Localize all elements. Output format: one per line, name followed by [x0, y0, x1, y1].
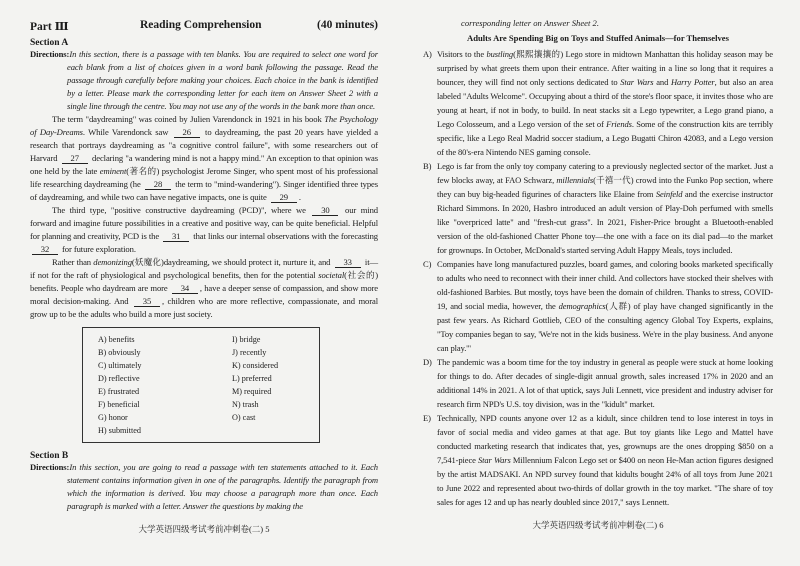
- word-bank-option: A) benefits: [98, 335, 135, 344]
- text-segment: The third type, "positive constructive daydreaming (PCD)", where we: [52, 205, 311, 215]
- paragraph-letter: D): [423, 357, 432, 367]
- word-bank-option: B) obviously: [98, 348, 141, 357]
- lettered-paragraph: [423, 47, 773, 159]
- italic-text: Friends: [606, 119, 632, 129]
- blank-28: 28: [145, 179, 171, 190]
- word-bank-option: O) cast: [232, 413, 256, 422]
- text-segment: .: [298, 192, 301, 202]
- directions-continued: [423, 17, 773, 30]
- directions-text: corresponding letter on Answer Sheet 2.: [461, 18, 599, 28]
- directions-text: In this section, you are going to read a passage with ten statements attached to it. Each statement contains information given in one of the paragraphs. Identify the paragraph from which the information is derived. You may choose a paragraph more than once. Each paragraph is marked with a letter. Answer the questions by making the: [67, 462, 378, 511]
- text-segment: Technically, NPD counts anyone over 12 as a kidult, since children tend to lose interest in toys in favor of social media and video games at that age. But toy giants like Lego and Mattel have conducted marketing research that indicates that, yes, grownups are the ones dropping $850 on a 7,541-piece: [437, 413, 773, 465]
- text-segment: to daydreaming, the past 20 years have yielded a research that portrays daydreaming as "a cognitive control failure", with some researchers out of Harvard: [30, 127, 379, 163]
- paragraph: [30, 256, 378, 321]
- paragraph-letter: E): [423, 413, 431, 423]
- text-segment: (社会的) benefits. People who daydream are more: [30, 270, 378, 293]
- italic-text: The Psychology of Day-Dreams: [30, 114, 378, 137]
- blank-34: 34: [172, 283, 198, 294]
- word-bank-option: N) trash: [232, 400, 259, 409]
- lettered-paragraph: [423, 411, 773, 509]
- text-segment: (熙熙攘攘的) Lego store in midtown Manhattan this holiday season may be surprised by what greets them upon their entrance. After waiting in a line so long that it requires a bouncer, they will find not only sections dedicated to: [437, 49, 773, 87]
- paragraph-letter: C): [423, 259, 432, 269]
- blank-30: 30: [312, 205, 338, 216]
- text-segment: and: [653, 77, 671, 87]
- text-segment: The pandemic was a boom time for the toy industry in general as people were stuck at home looking for things to do. After decades of single-digit annual growth, sales increased 17% in 2020 and an additional 14% in 2021. A lot of that uptick, says Juli Lennett, vice president and industry adviser for research firm NPD's U.S. toy division, was in the "kidult" market.: [437, 357, 773, 409]
- text-segment: declaring "a wandering mind is not a happy mind." An exception to that opinion was one held by the late: [30, 153, 378, 176]
- blank-27: 27: [62, 153, 88, 164]
- word-bank-option: M) required: [232, 387, 272, 396]
- part-label: Part Ⅲ: [30, 21, 69, 33]
- blank-29: 29: [271, 192, 297, 203]
- paragraph: [30, 204, 378, 256]
- page-footer: 大学英语四级考试考前冲刺卷(二) 6: [532, 520, 664, 530]
- text-segment: and the exercise instructor Richard Simmons. In 2020, Hasbro introduced an adult version of Play-Doh perfumed with smells like "overpriced latte" and "fresh-cut grass". In 2021, Fisher-Price brought a Bluetooth-enabled version of the old-fashioned Chatter Phone toy—the one with a face on its dial pad—to the market for grownups. In October, McDonald's started serving Adult Happy Meals, toys included.: [437, 189, 773, 255]
- text-segment: . While Varendonck saw: [82, 127, 172, 137]
- text-segment: Rather than: [52, 257, 94, 267]
- italic-text: bustling: [486, 49, 514, 59]
- word-bank-option: D) reflective: [98, 374, 140, 383]
- text-segment: The term "daydreaming" was coined by Julien Varendonck in 1921 in his book: [52, 114, 325, 124]
- section-b-heading: Section B: [30, 451, 69, 461]
- text-segment: our mind forward and imagine future possibilities in a creative and positive way, can be quite beneficial. Helpful for planning and creativity, PCD is the: [30, 205, 378, 241]
- word-bank-right-column: [232, 333, 278, 437]
- italic-text: Star Wars: [477, 455, 511, 465]
- text-segment: that links our internal observations with the forecasting: [191, 231, 378, 241]
- directions-label: Directions:: [30, 462, 70, 472]
- text-segment: . Some of the construction kits are terribly specific, like a Lego Real Madrid soccer stadium, a Lego Bugatti Chiron 42083, and a Lego version of the 80's-era Nintendo NES gaming console.: [437, 119, 774, 157]
- lettered-paragraph: [423, 355, 773, 411]
- lettered-paragraph: [423, 257, 773, 355]
- word-bank-option: J) recently: [232, 348, 267, 357]
- text-segment: (著名的) psychologist Jerome Singer, who spent most of his professional life researching daydreaming (he: [30, 166, 379, 189]
- text-segment: , children who are more reflective, compassionate, and moral grow up to be the adults who build a more just society.: [30, 296, 378, 319]
- text-segment: Millennium Falcon Lego set or $400 on neon He-Man action figures designed by the artist MADSAKI. An NPD survey found that kidults bought 24% of all toys from June 2021 to June 2022 and represented about two-thirds of dollar growth in the toy market. "The share of toy sales for ages 12 and up has nearly doubled since 2017," says Lennett.: [437, 455, 774, 507]
- word-bank-left-column: [98, 333, 232, 437]
- italic-text: societal: [318, 270, 345, 280]
- italic-text: Harry Potter: [670, 77, 715, 87]
- text-segment: the term to "mind-wandering"). Singer identified three types of daydreaming, and while two can have negative impacts, one is quite: [30, 179, 379, 202]
- page-footer: 大学英语四级考试考前冲刺卷(二) 5: [138, 524, 270, 534]
- text-segment: Lego is far from the only toy company catering to a previously neglected sector of the market. Just a few blocks away, at FAO Schwarz,: [437, 161, 773, 185]
- blank-31: 31: [163, 231, 189, 242]
- passage-title: Adults Are Spending Big on Toys and Stuffed Animals—for Themselves: [467, 33, 729, 43]
- paragraph: [30, 113, 378, 204]
- text-segment: for future exploration.: [60, 244, 136, 254]
- text-segment: , but also an area labeled "Adults Welcome". Occupying about a third of the store's floor space, it invites those who are young at heart, if not in body, to build. In neat stacks sit a Lego typewriter, a Lego grand piano, a Lego Colosseum, and a Lego version of the set of: [437, 77, 773, 129]
- italic-text: Star Wars: [620, 77, 654, 87]
- blank-33: 33: [335, 257, 361, 268]
- right-page: [400, 0, 800, 566]
- word-bank-option: L) preferred: [232, 374, 272, 383]
- text-segment: Visitors to the: [437, 49, 487, 59]
- word-bank-option: C) ultimately: [98, 361, 142, 370]
- word-bank: [82, 327, 320, 443]
- lettered-paragraph: [423, 159, 773, 257]
- text-segment: (妖魔化)daydreaming, we should protect it, nurture it, and: [131, 257, 333, 267]
- blank-32: 32: [32, 244, 58, 255]
- text-segment: (人群) of play have changed significantly in the past few years. As Richard Gottlieb, CEO of the consulting agency Global Toy Experts, explains, "Toy companies began to say, 'We're not in the kids business. We're in the play business. And anyone can play.'": [437, 301, 773, 353]
- italic-text: eminent: [99, 166, 127, 176]
- text-segment: , have a deeper sense of compassion, and show more moral decision-making. And: [30, 283, 378, 306]
- directions-text: In this section, there is a passage with ten blanks. You are required to select one word for each blank from a list of choices given in a word bank following the passage. Read the passage through carefully before making your choices. Each choice in the bank is identified by a letter. Please mark the corresponding letter for each item on Answer Sheet 2 with a single line through the centre. You may not use any of the words in the bank more than once.: [67, 49, 378, 111]
- word-bank-option: F) beneficial: [98, 400, 140, 409]
- word-bank-option: H) submitted: [98, 426, 141, 435]
- paragraph-letter: B): [423, 161, 432, 171]
- blank-35: 35: [134, 296, 160, 307]
- text-segment: it—if not for the raft of physiological and psychological benefits, then for the potential: [30, 257, 378, 280]
- italic-text: millennials: [556, 175, 594, 185]
- word-bank-option: I) bridge: [232, 335, 261, 344]
- section-a-heading: Section A: [30, 38, 69, 48]
- word-bank-option: G) honor: [98, 413, 128, 422]
- word-bank-option: K) considered: [232, 361, 279, 370]
- italic-text: Seinfeld: [655, 189, 683, 199]
- part-header: [30, 19, 378, 36]
- italic-text: demographics: [558, 301, 606, 311]
- word-bank-option: E) frustrated: [98, 387, 140, 396]
- section-a-directions: [30, 48, 378, 113]
- directions-label: Directions:: [30, 49, 70, 59]
- passage-a: [30, 113, 378, 321]
- paragraph-letter: A): [423, 49, 432, 59]
- text-segment: (千禧一代) crowd into the Funko Pop section, where they can buy big-headed figurines of characters like Elaine from: [437, 175, 773, 199]
- time-limit: (40 minutes): [316, 19, 378, 31]
- blank-26: 26: [174, 127, 200, 138]
- italic-text: demonizing: [93, 257, 132, 267]
- passage-b: [423, 47, 773, 509]
- section-b-directions: [30, 461, 378, 513]
- section-title: Reading Comprehension: [140, 19, 262, 31]
- text-segment: Companies have long manufactured puzzles, board games, and coloring books marketed specifically to adults who need to reconnect with their inner child. And collectors have stocked their shelves with old-fashioned Barbies. But mostly, toys have been the domain of children. Thanks to stress, COVID-19, and social media, however, the: [437, 259, 773, 311]
